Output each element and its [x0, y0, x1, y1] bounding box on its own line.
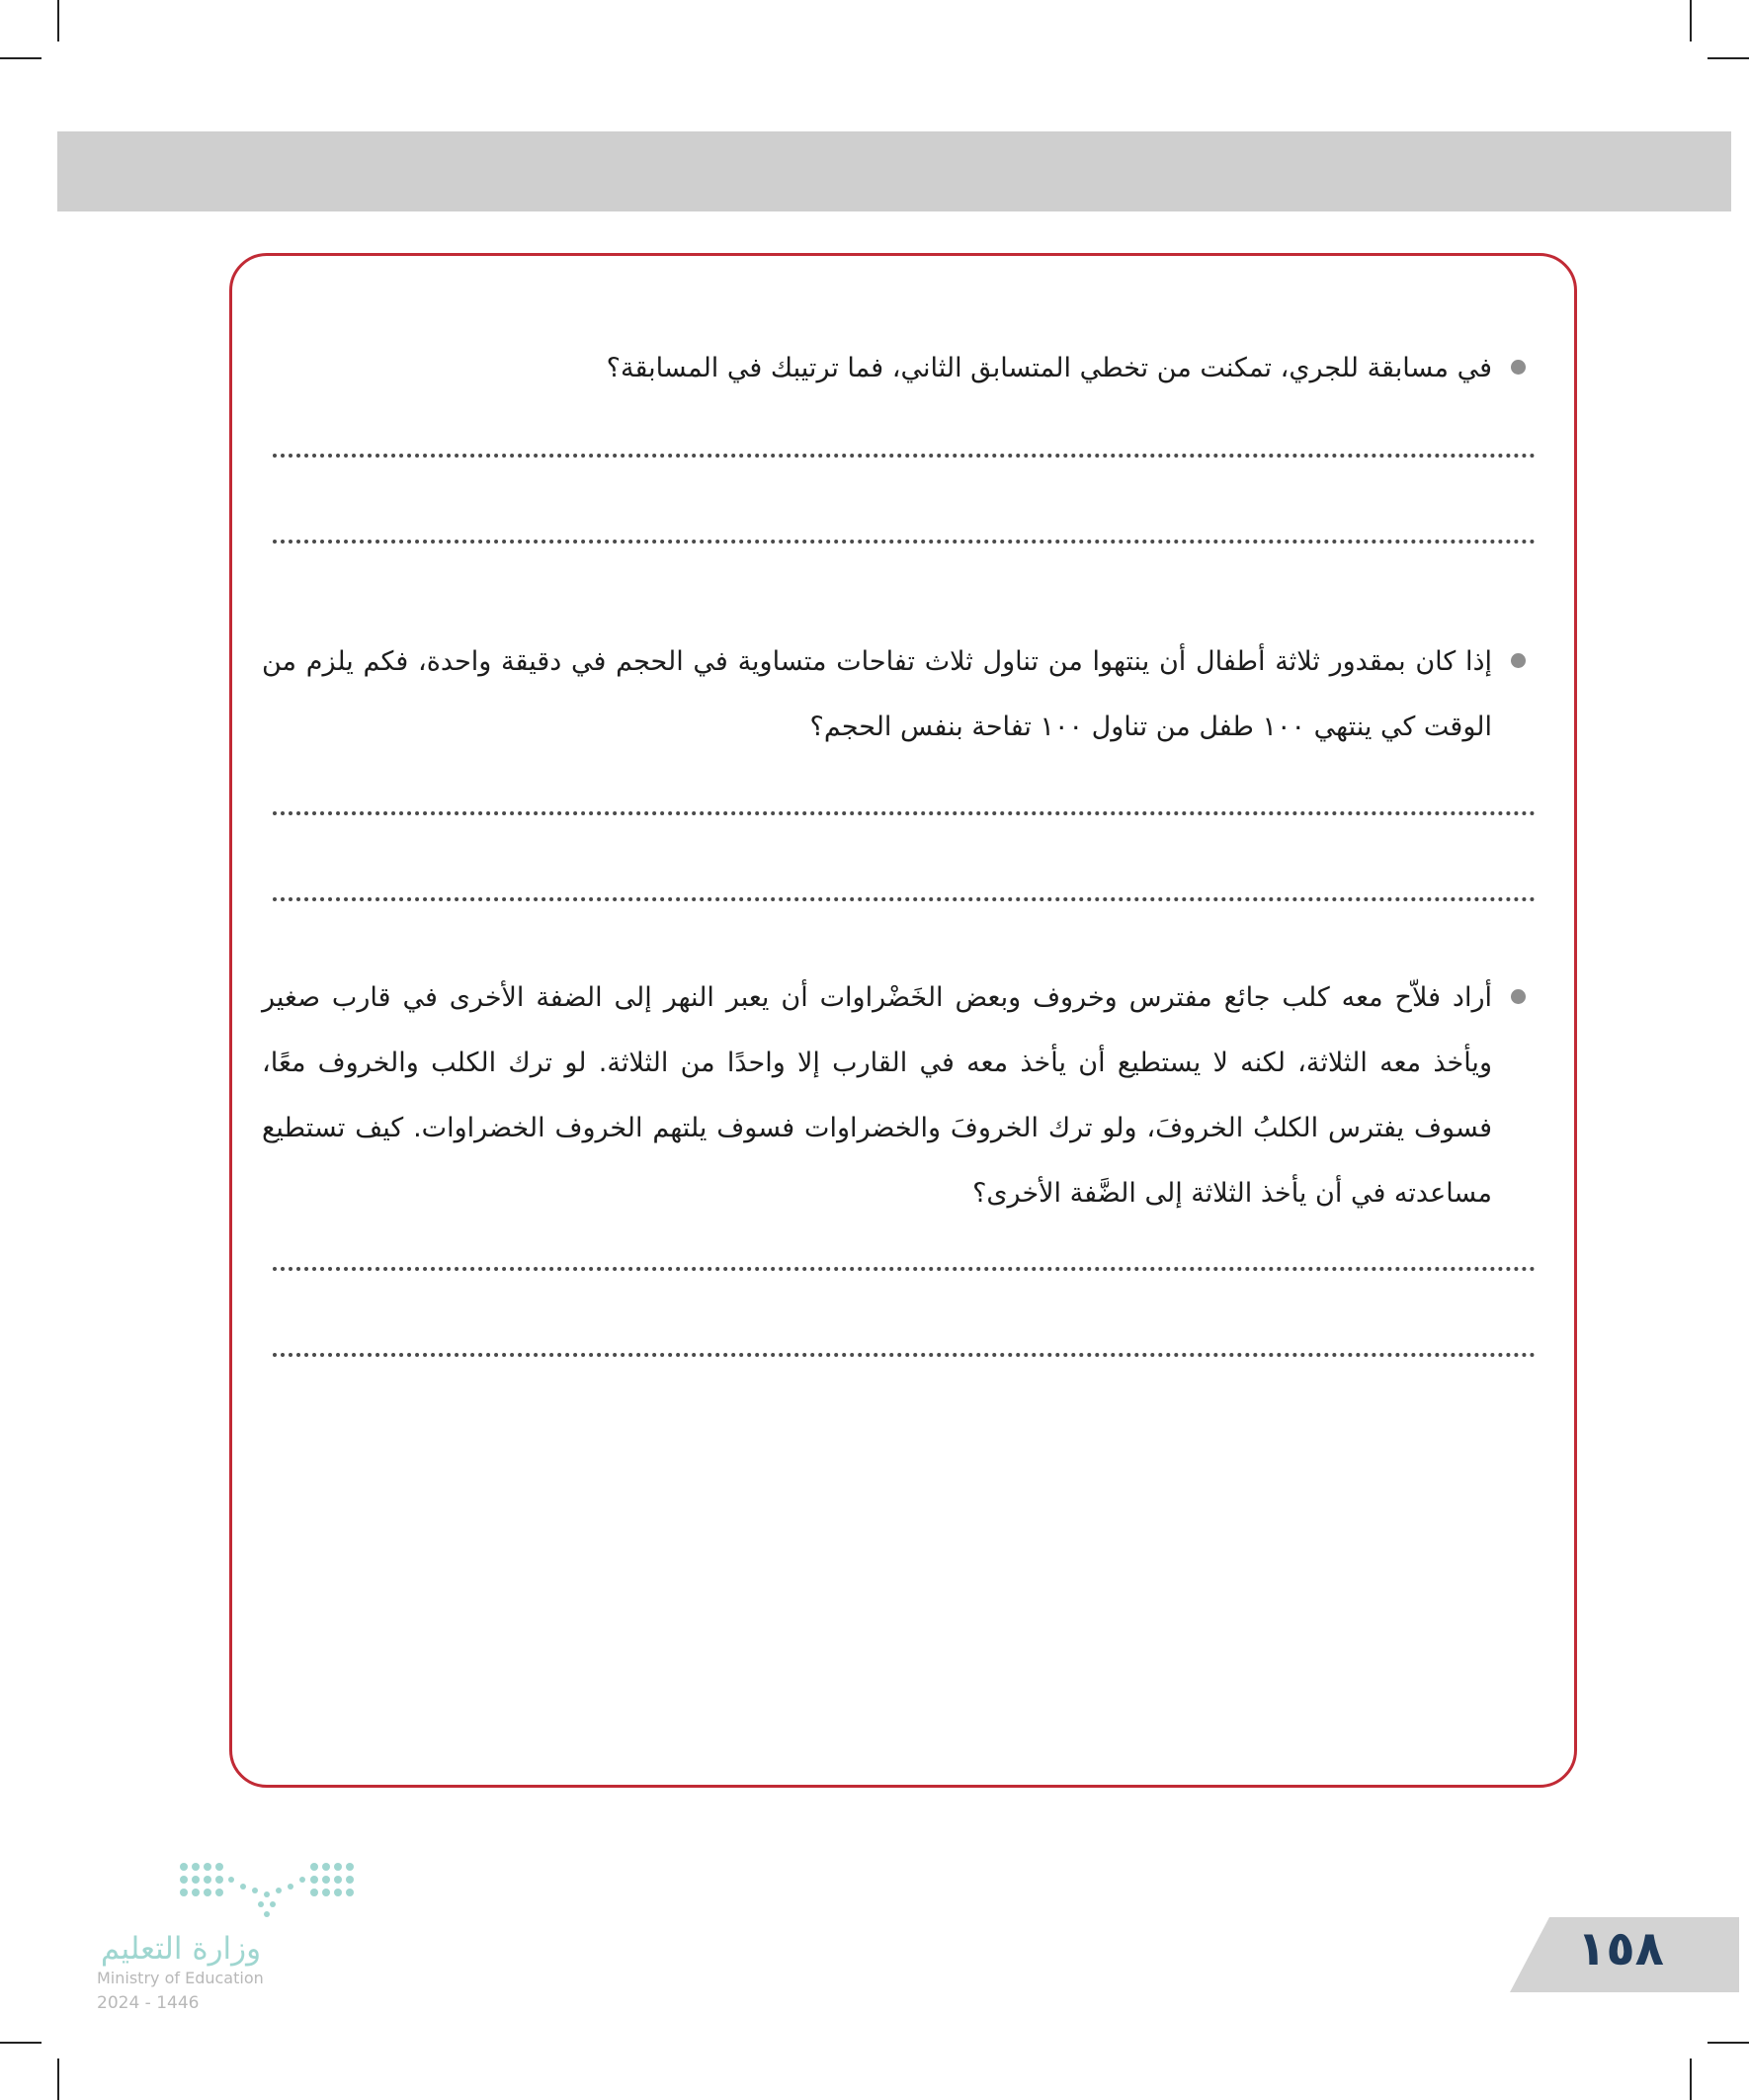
ministry-name-arabic: وزارة التعليم — [100, 1931, 262, 1967]
header-band — [57, 131, 1731, 211]
crop-mark — [1707, 57, 1749, 59]
answer-line[interactable] — [273, 454, 1536, 458]
answer-line[interactable] — [273, 540, 1536, 544]
ministry-name-english: Ministry of Education — [97, 1969, 264, 1987]
bullet-icon — [1511, 653, 1526, 668]
question-3 — [262, 966, 1492, 1226]
crop-mark — [1707, 2042, 1749, 2044]
crop-mark — [57, 2058, 59, 2100]
question-text: في مسابقة للجري، تمكنت من تخطي المتسابق الثاني، فما ترتيبك في المسابقة؟ — [606, 353, 1492, 383]
question-2 — [262, 630, 1492, 760]
ministry-logo-icon — [178, 1861, 356, 1918]
question-1 — [267, 336, 1492, 401]
page-number: ١٥٨ — [1577, 1921, 1664, 1976]
question-text: أراد فلاّح معه كلب جائع مفترس وخروف وبعض الخَضْراوات أن يعبر النهر إلى الضفة الأخرى في قارب صغير ويأخذ معه الثلاثة، لكنه لا يستطيع أن يأخذ معه في القارب إلا واحدًا من الثلاثة. لو ترك الكلب والخروف معًا، فسوف يفترس الكلبُ الخروفَ، ولو ترك الخروفَ والخضراوات فسوف يلتهم الخروف الخضراوات. كيف تستطيع مساعدته في أن يأخذ الثلاثة إلى الضَّفة الأخرى؟ — [262, 982, 1492, 1209]
crop-mark — [0, 57, 42, 59]
crop-mark — [0, 2042, 42, 2044]
question-text: إذا كان بمقدور ثلاثة أطفال أن ينتهوا من تناول ثلاث تفاحات متساوية في الحجم في دقيقة واحدة، فكم يلزم من الوقت كي ينتهي ١٠٠ طفل من تناول ١٠٠ تفاحة بنفس الحجم؟ — [262, 646, 1492, 742]
crop-mark — [57, 0, 59, 42]
crop-mark — [1690, 0, 1692, 42]
answer-line[interactable] — [273, 811, 1536, 815]
crop-mark — [1690, 2058, 1692, 2100]
answer-line[interactable] — [273, 897, 1536, 901]
bullet-icon — [1511, 989, 1526, 1004]
answer-line[interactable] — [273, 1353, 1536, 1357]
bullet-icon — [1511, 360, 1526, 375]
answer-line[interactable] — [273, 1267, 1536, 1271]
ministry-year: 2024 - 1446 — [97, 1993, 200, 2013]
